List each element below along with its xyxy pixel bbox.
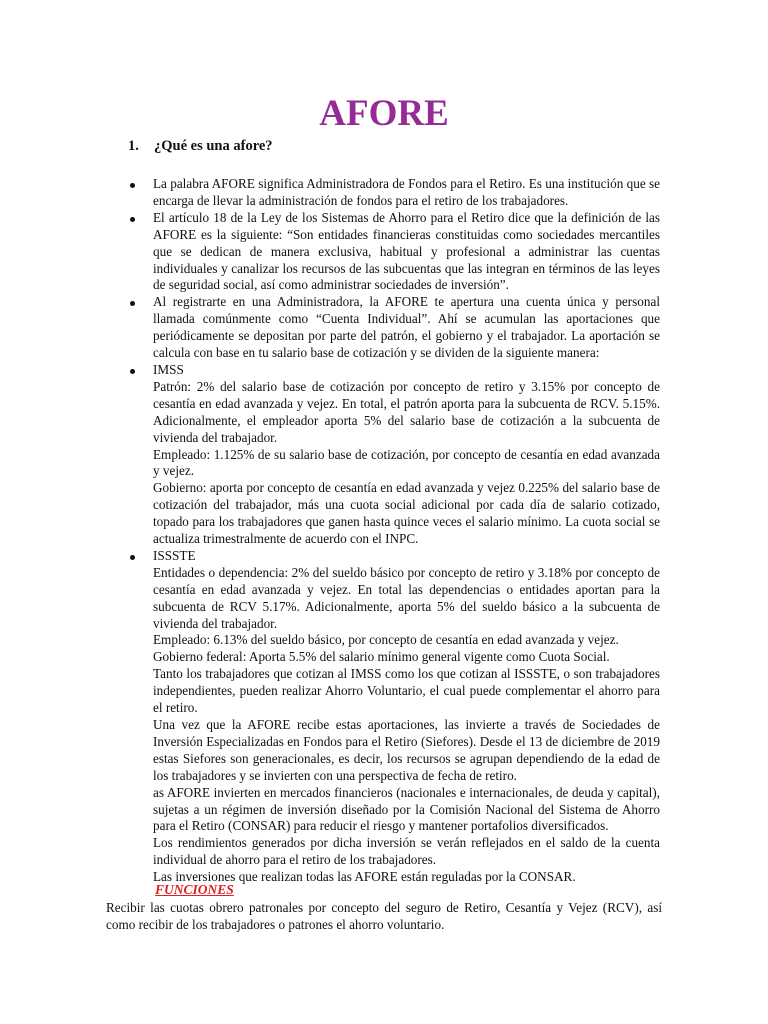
bullet-icon [130,555,135,560]
bullet-paragraph: Patrón: 2% del salario base de cotización por concepto de retiro y 3.15% por concepto de cesantía en edad avanzada y vejez. En total, el patrón aporta para la subcuenta de RCV. 5.15%. Adicionalmente, el empleador aporta 5% del salario base de cotización a la subcuenta de vivienda del trabajador. [153,378,660,445]
bullet-paragraph: Al registrarte en una Administradora, la AFORE te apertura una cuenta única y personal llamada comúnmente como “Cuenta Individual”. Ahí se acumulan las aportaciones que periódicamente se depositan por parte del patrón, el gobierno y el trabajador. La aportación se calcula con base en tu salario base de cotización y se dividen de la siguiente manera: [153,294,660,361]
bullet-paragraph: Tanto los trabajadores que cotizan al IMSS como los que cotizan al ISSSTE, o son trabajadores independientes, pueden realizar Ahorro Voluntario, el cual puede complementar el ahorro para el retiro. [153,666,660,716]
question-text: ¿Qué es una afore? [154,138,273,154]
page-title: AFORE [319,93,449,134]
bullet-paragraph: Las inversiones que realizan todas las AFORE están reguladas por la CONSAR. [153,869,576,885]
bullet-paragraph: ISSSTE [153,547,196,563]
bullet-paragraph: Los rendimientos generados por dicha inversión se verán reflejados en el saldo de la cuenta individual de ahorro para el retiro de los trabajadores. [153,835,660,868]
bullet-paragraph: Gobierno: aporta por concepto de cesantía en edad avanzada y vejez 0.225% del salario base de cotización del trabajador, más una cuota social adicional por cada día de salario cotizado, topado para los trabajadores que ganen hasta quince veces el salario mínimo. La cuota social se actualiza trimestralmente de acuerdo con el INPC. [153,480,660,547]
functions-heading: FUNCIONES [155,882,234,897]
bullet-paragraph: Una vez que la AFORE recibe estas aportaciones, las invierte a través de Sociedades de Inversión Especializadas en Fondos para el Retiro (Siefores). Desde el 13 de diciembre de 2019 estas Siefores son generacionales, es decir, los recursos se agrupan dependiendo de la edad de los trabajadores y se invierten con una perspectiva de fecha de retiro. [153,717,660,783]
question-heading [128,138,273,155]
bullet-paragraph: as AFORE invierten en mercados financieros (nacionales e internacionales, de deuda y capital), sujetas a un régimen de inversión diseñado por la Comisión Nacional del Sistema de Ahorro para el Retiro (CONSAR) para reducir el riesgo y mantener portafolios diversificados. [153,784,660,834]
bullet-paragraph: El artículo 18 de la Ley de los Sistemas de Ahorro para el Retiro dice que la definición de las AFORE es la siguiente: “Son entidades financieras constituidas como sociedades mercantiles que se dedican de manera exclusiva, habitual y profesional a administrar las cuentas individuales y canalizar los recursos de las subcuentas que las integran en términos de las leyes de seguridad social, así como administrar sociedades de inversión”. [153,209,660,293]
bullet-icon [130,301,135,306]
bullet-icon [130,369,135,374]
bullet-item [128,362,660,548]
bullet-icon [130,183,135,188]
bullet-paragraph: Gobierno federal: Aporta 5.5% del salario mínimo general vigente como Cuota Social. [153,649,610,665]
bullet-item [128,294,660,362]
bullet-paragraph: Empleado: 6.13% del sueldo básico, por concepto de cesantía en edad avanzada y vejez. [153,632,619,648]
bullet-item [128,176,660,210]
bullet-paragraph: La palabra AFORE significa Administradora de Fondos para el Retiro. Es una institución que se encarga de llevar la administración de fondos para el retiro de los trabajadores. [153,176,660,208]
bullet-paragraph: Empleado: 1.125% de su salario base de cotización, por concepto de cesantía en edad avanzada y vejez. [153,446,660,479]
question-number: 1. [128,138,139,154]
bullet-item [128,210,660,295]
bullet-icon [130,217,135,222]
bullet-list [128,176,660,886]
bullet-item [128,548,660,886]
functions-text: Recibir las cuotas obrero patronales por concepto del seguro de Retiro, Cesantía y Vejez (RCV), así como recibir de los trabajadores o patrones el ahorro voluntario. [106,900,662,932]
bullet-paragraph: Entidades o dependencia: 2% del sueldo básico por concepto de retiro y 3.18% por concepto de cesantía en edad avanzada y vejez. En total las dependencias o entidades aportan para la subcuenta de RCV 5.17%. Adicionalmente, aporta 5% del sueldo básico a la subcuenta de vivienda del trabajador. [153,564,660,631]
bullet-paragraph: IMSS [153,361,184,377]
